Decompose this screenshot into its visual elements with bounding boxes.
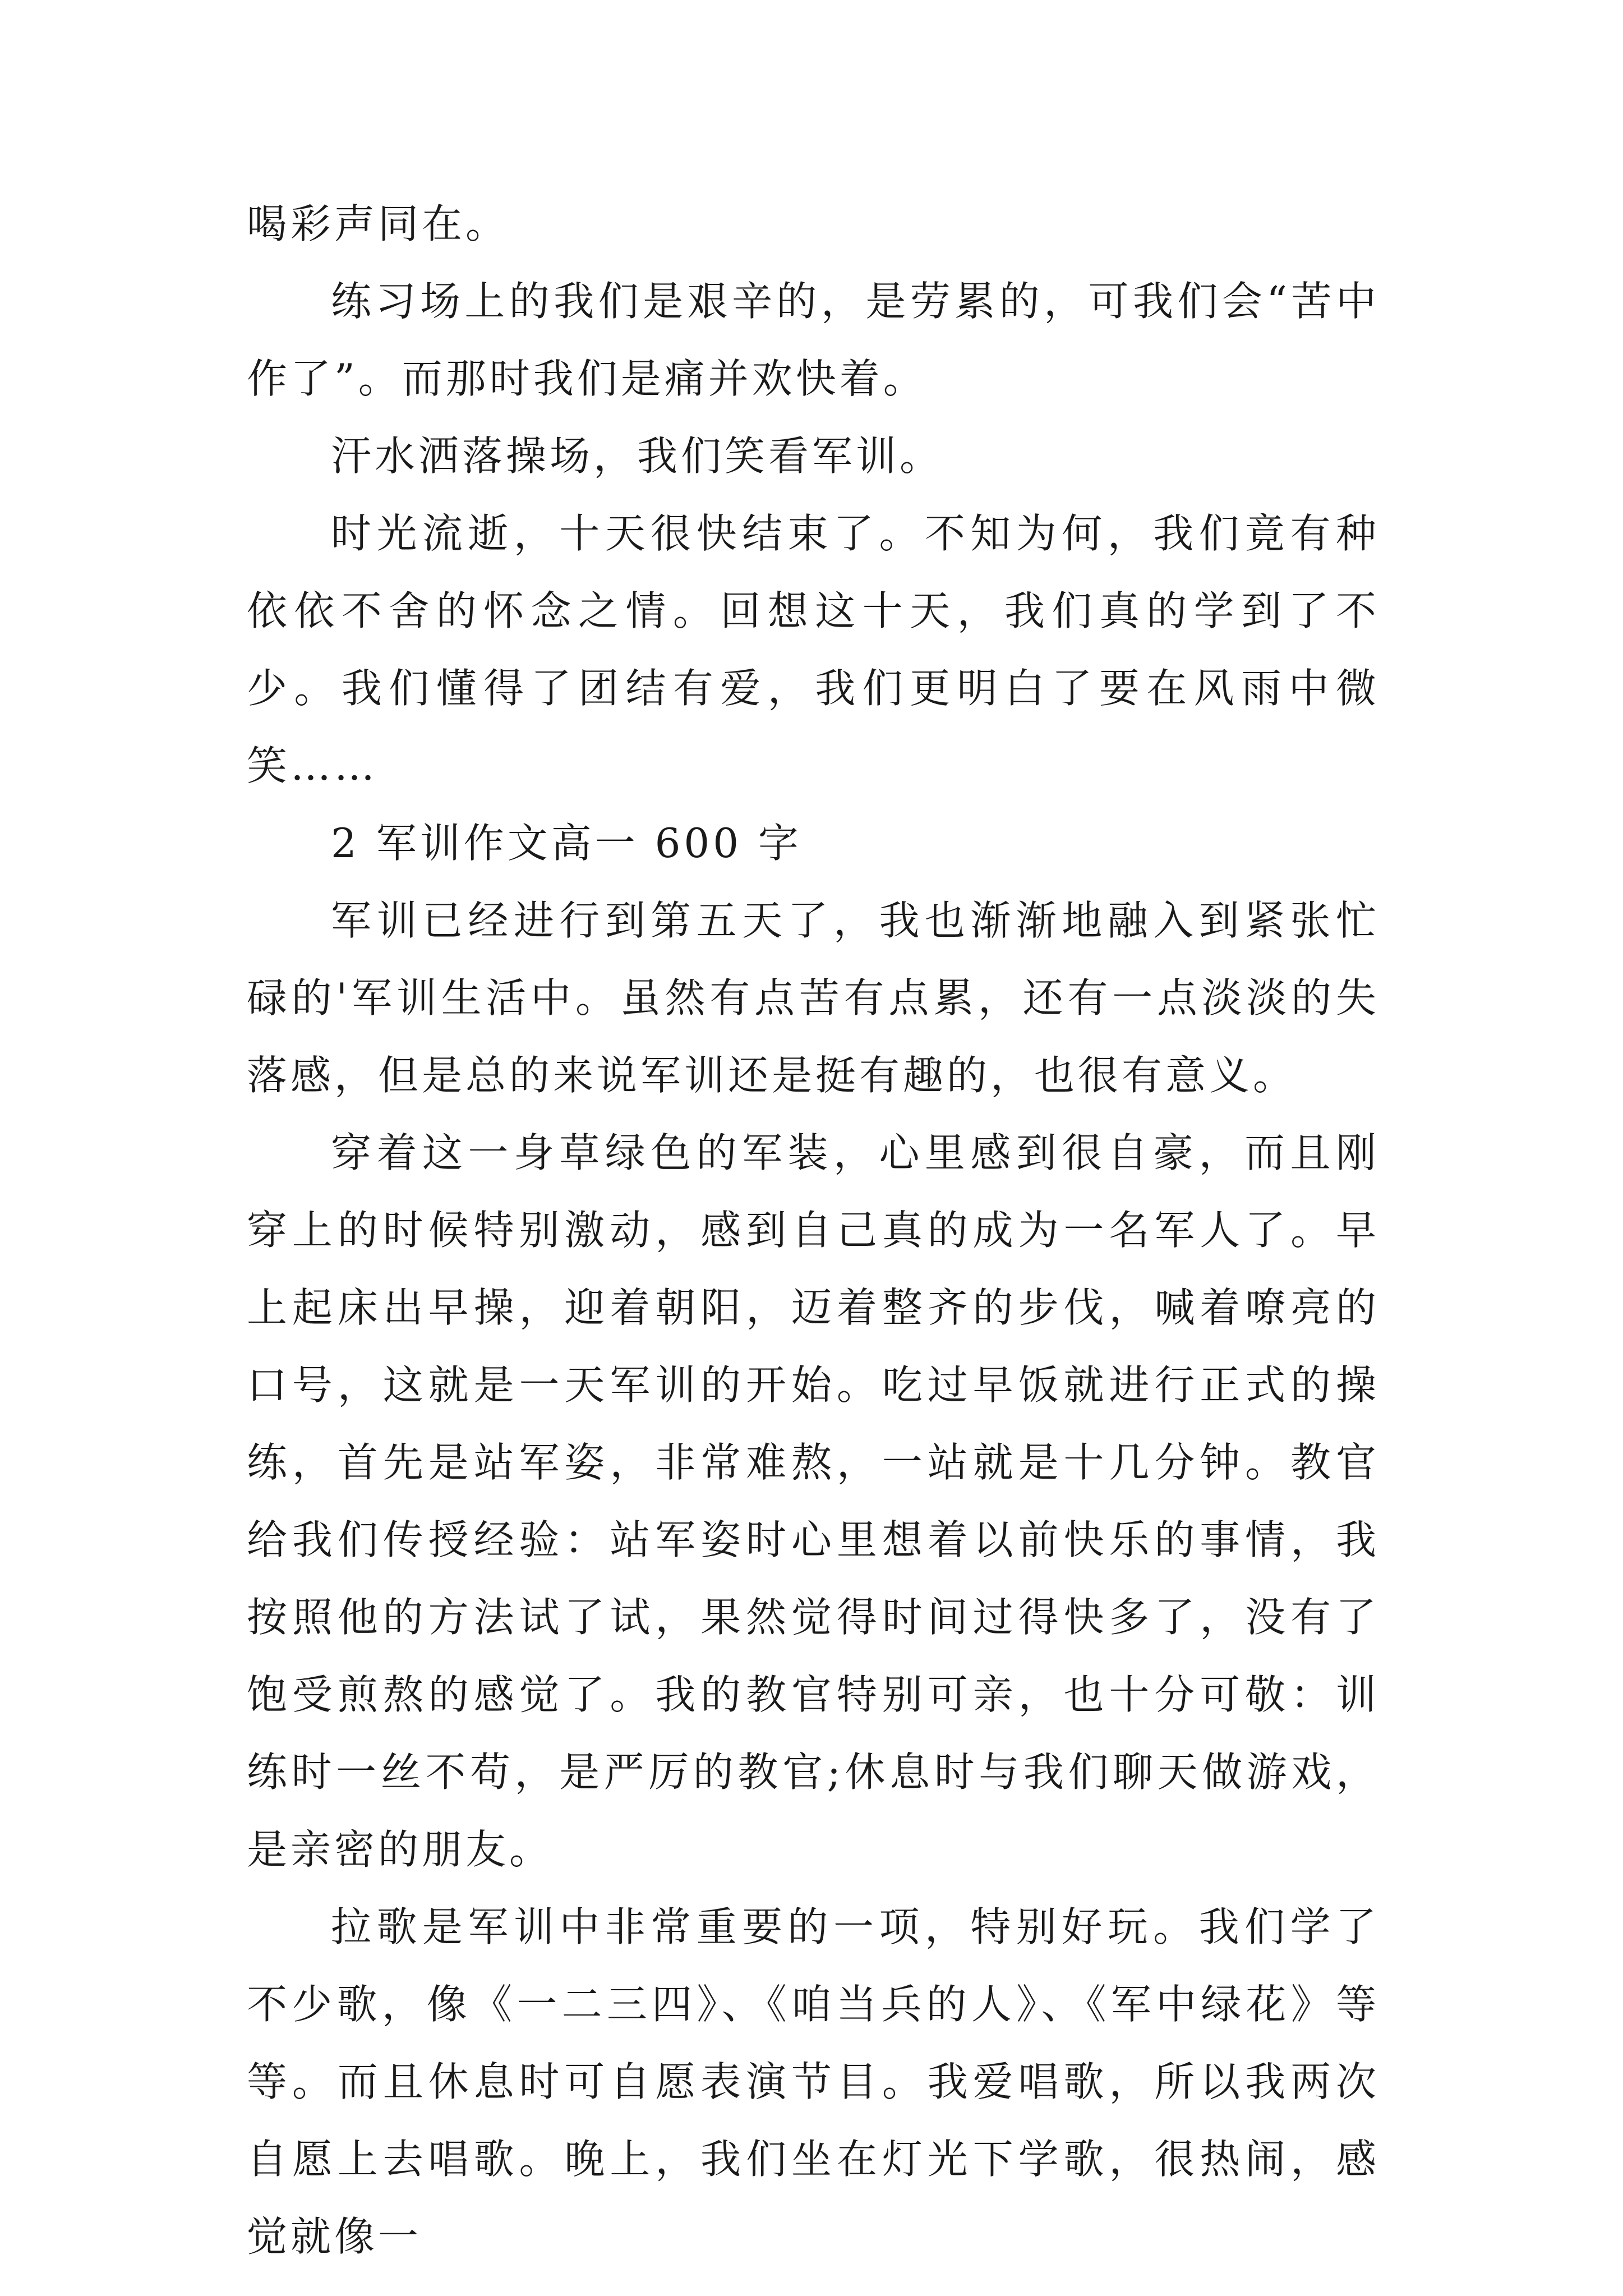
paragraph-continuation: 喝彩声同在。	[247, 200, 510, 247]
paragraph: 拉歌是军训中非常重要的一项，特别好玩。我们学了不少歌，像《一二三四》、《咱当兵的人》、《军中绿花》等等。而且休息时可自愿表演节目。我爱唱歌，所以我两次自愿上去唱歌。晚上，我们坐在灯光下学歌，很热闹，感觉就像一	[247, 1903, 1380, 2260]
document-body	[247, 185, 1380, 2275]
paragraph: 练习场上的我们是艰辛的，是劳累的，可我们会“苦中作了”。而那时我们是痛并欢快着。	[247, 278, 1380, 402]
paragraph: 时光流逝，十天很快结束了。不知为何，我们竟有种依依不舍的怀念之情。回想这十天，我们真的学到了不少。我们懂得了团结有爱，我们更明白了要在风雨中微笑……	[247, 510, 1380, 789]
paragraph: 汗水洒落操场，我们笑看军训。	[331, 432, 944, 480]
paragraph: 军训已经进行到第五天了，我也渐渐地融入到紧张忙碌的'军训生活中。虽然有点苦有点累，还有一点淡淡的失落感，但是总的来说军训还是挺有趣的，也很有意义。	[247, 897, 1380, 1099]
paragraph: 穿着这一身草绿色的军装，心里感到很自豪，而且刚穿上的时候特别激动，感到自己真的成为一名军人了。早上起床出早操，迎着朝阳，迈着整齐的步伐，喊着嘹亮的口号，这就是一天军训的开始。吃过早饭就进行正式的操练，首先是站军姿，非常难熬，一站就是十几分钟。教官给我们传授经验：站军姿时心里想着以前快乐的事情，我按照他的方法试了试，果然觉得时间过得快多了，没有了饱受煎熬的感觉了。我的教官特别可亲，也十分可敬：训练时一丝不苟，是严厉的教官;休息时与我们聊天做游戏，是亲密的朋友。	[247, 1129, 1380, 1873]
section-heading: 2 军训作文高一 600 字	[331, 820, 802, 867]
